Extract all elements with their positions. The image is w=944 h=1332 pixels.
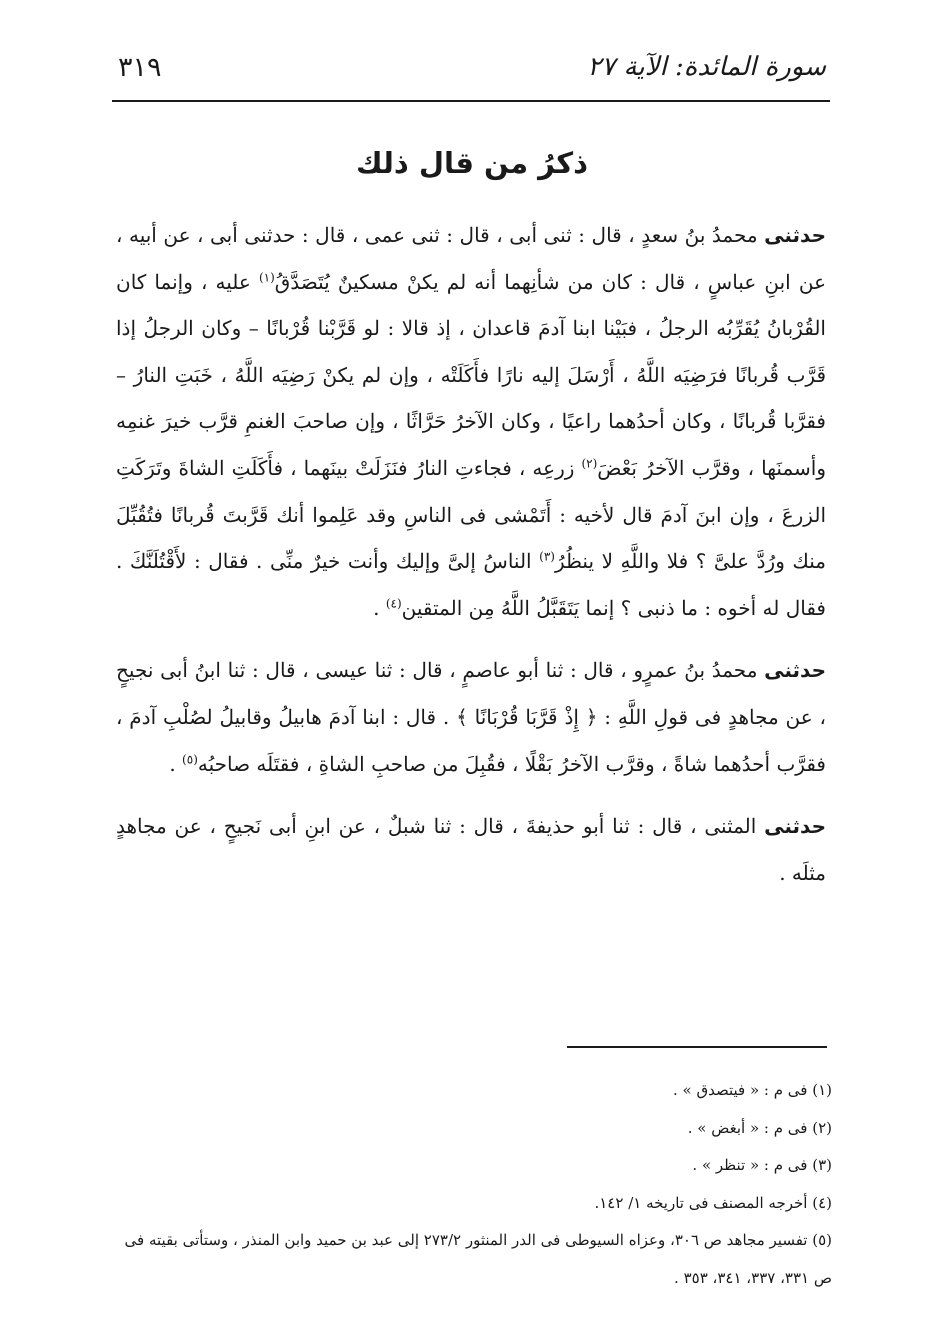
paragraph-2 <box>116 647 826 787</box>
footnote-5: (٥) تفسير مجاهد ص ٣٠٦، وعزاه السيوطى فى الدر المنثور ٢٧٣/٢ إلى عبد بن حميد وابن المنذر ، وستأتى بقيته فى ص ٣٣١، ٣٣٧، ٣٤١، ٣٥٣ . <box>124 1231 832 1287</box>
text-segment: محمدُ بنُ عمرٍو ، قال : ثنا أبو عاصمٍ ، قال : ثنا عيسى ، قال : ثنا ابنُ أبى نجيحٍ ، عن مجاهدٍ فى قولِ اللَّهِ : ﴿ إِذْ قَرَّبَا قُرْبَانًا ﴾ . قال : ابنا آدمَ هابيلُ وقابيلُ لصُلْبِ آدمَ ، فقرَّب أحدُهما شاةً ، وقرَّب الآخرُ بَقْلًا ، فقُبِلَ من صاحبِ الشاةِ ، فقتَلَه صاحبُه <box>116 658 826 776</box>
header-rule <box>112 100 830 102</box>
text-segment: عليه ، وإنما كان القُرْبانُ يُقَرِّبُه الرجلُ ، فبَيْنا ابنا آدمَ قاعدان ، إذ قالا : لو قَرَّبْنا قُرْبانًا – وكان الرجلُ إذا قَرَّب قُربانًا فرَضِيَه اللَّهُ ، أَرْسَلَ إليه نارًا فأَكَلَتْه ، وإن لم يكنْ رَضِيَه اللَّهُ ، خَبَتِ النارُ – فقرَّبا قُربانًا ، وكان أحدُهما راعيًا ، وكان الآخرُ حَرَّاثًا ، وإن صاحبَ الغنمِ قرَّب خيرَ غنمِه وأسمنَها ، وقرَّب الآخرُ بَعْضَ <box>116 269 826 480</box>
footnote-rule <box>567 1046 827 1048</box>
text-segment: . <box>373 595 386 620</box>
footnote-ref-2: (٢) <box>581 456 598 471</box>
text-segment: المثنى ، قال : ثنا أبو حذيفةَ ، قال : ثنا شبلٌ ، عن ابنِ أبى نَجيحٍ ، عن مجاهدٍ مثلَه . <box>116 814 826 885</box>
footnote-ref-4: (٤) <box>385 596 402 611</box>
main-text <box>116 212 826 896</box>
paragraph-1 <box>116 212 826 631</box>
footnote-ref-3: (٣) <box>539 549 555 564</box>
footnote-4: (٤) أخرجه المصنف فى تاريخه ١/ ١٤٢. <box>594 1193 832 1212</box>
footnote-3: (٣) فى م : « تنظر » . <box>692 1156 832 1174</box>
paragraph-lead: حدثنى <box>764 223 826 247</box>
footnote-1: (١) فى م : « فيتصدق » . <box>672 1081 832 1099</box>
paragraph-lead: حدثنى <box>764 814 826 839</box>
footnote-ref-1: (١) <box>258 269 275 284</box>
page-number: ٣١٩ <box>118 52 162 83</box>
text-segment: زرعِه ، فجاءتِ النارُ فنَزَلَتْ بينَهما ، فأَكَلَتِ الشاةَ وتَرَكَتِ الزرعَ ، وإن ابنَ آدمَ قال لأخيه : أَتَمْشى فى الناسِ وقد عَلِموا أنك قَرَّبتَ قُربانًا فتُقُبِّلَ منك ورُدَّ علىَّ ؟ فلا واللَّهِ لا ينظُرُ <box>116 455 826 574</box>
paragraph-lead: حدثنى <box>764 658 826 683</box>
footnote-ref-5: (٥) <box>182 751 198 766</box>
paragraph-3 <box>116 803 826 896</box>
section-heading: ذكرُ من قال ذلك <box>356 146 588 180</box>
text-segment: . <box>169 751 183 776</box>
text-segment: الناسُ إلىَّ وإليك وأنت خيرٌ منِّى . فقال : لأَقْتُلَنَّكَ . فقال له أخوه : ما ذنبى ؟ إنما يَتَقَبَّلُ اللَّهُ مِن المتقين <box>116 549 826 620</box>
footnote-2: (٢) فى م : « أبغض » . <box>687 1118 832 1137</box>
footnotes <box>118 1072 832 1297</box>
running-head-title: سورة المائدة: الآية ٢٧ <box>587 52 826 82</box>
text-segment: محمدُ بنُ سعدٍ ، قال : ثنى أبى ، قال : ثنى عمى ، قال : حدثنى أبى ، عن أبيه ، عن ابنِ عباسٍ ، قال : كان من شأنِهما أنه لم يكنْ مسكينٌ يُتَصَدَّقُ <box>116 223 827 294</box>
running-head <box>118 52 826 92</box>
